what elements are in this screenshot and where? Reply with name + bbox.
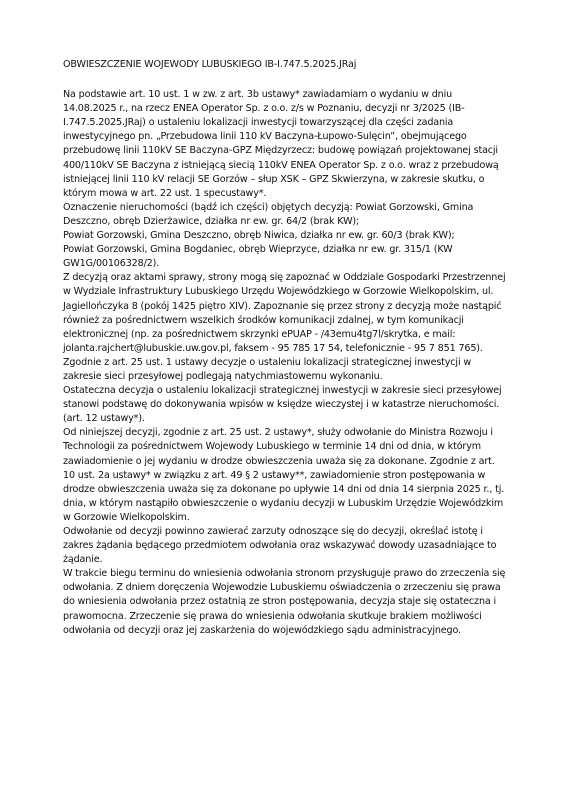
document-page	[63, 58, 507, 638]
paragraph-appeal: Od niniejszej decyzji, zgodnie z art. 25 ust. 2 ustawy*, służy odwołanie do Ministra Rozwoju i Technologii za pośrednictwem Wojewody Lubuskiego w terminie 14 dni od dnia, w którym zawiadomienie o jej wydaniu w drodze obwieszczenia uważa się za dokonane. Zgodnie z art. 10 ust. 2a ustawy* w związku z art. 49 § 2 ustawy**, zawiadomienie stron postępowania w drodze obwieszczenia uważa się za dokonane po upływie 14 dni od dnia 14 sierpnia 2025 r., tj. dnia, w którym nastąpiło obwieszczenie o wydaniu decyzji w Lubuskim Urzędzie Wojewódzkim w Gorzowie Wielkopolskim.	[63, 427, 505, 523]
paragraph-appeal-contents: Odwołanie od decyzji powinno zawierać zarzuty odnoszące się do decyzji, określać istotę i zakres żądania będącego przedmiotem odwołania oraz wskazywać dowody uzasadniające to żądanie.	[63, 526, 497, 566]
paragraph-property-dzierzawice: Oznaczenie nieruchomości (bądź ich części) objętych decyzją: Powiat Gorzowski, Gmina Deszczno, obręb Dzierżawice, działka nr ew. gr. 64/2 (brak KW);	[63, 201, 474, 227]
paragraph-property-niwica: Powiat Gorzowski, Gmina Deszczno, obręb Niwica, działka nr ew. gr. 60/3 (brak KW);	[63, 230, 455, 242]
paragraph-immediate-execution: Zgodnie z art. 25 ust. 1 ustawy decyzje o ustaleniu lokalizacji strategicznej inwestycji w zakresie sieci przesyłowej podlegają natychmiastowemu wykonaniu.	[63, 356, 472, 382]
paragraph-access-files: Z decyzją oraz aktami sprawy, strony mogą się zapoznać w Oddziale Gospodarki Przestrzennej w Wydziale Infrastruktury Lubuskiego Urzędu Wojewódzkiego w Gorzowie Wielkopolskim, ul. Jagiellończyka 8 (pokój 1425 piętro XIV). Zapoznanie się przez strony z decyzją może nastąpić również za pośrednictwem wszelkich środków komunikacji zdalnej, w tym komunikacji elektronicznej (np. za pośrednictwem skrzynki ePUAP - /43emu4tg7l/skrytka, e mail: jolanta.rajchert@lubuskie.uw.gov.pl, faksem - 95 785 17 54, telefonicznie - 95 7 851 765).	[63, 272, 506, 354]
paragraph-legal-basis: Na podstawie art. 10 ust. 1 w zw. z art. 3b ustawy* zawiadamiam o wydaniu w dniu 14.08.2025 r., na rzecz ENEA Operator Sp. z o.o. z/s w Poznaniu, decyzji nr 3/2025 (IB-I.747.5.2025.JRaj) o ustaleniu lokalizacji inwestycji towarzyszącej dla części zadania inwestycyjnego pn. „Przebudowa linii 110 kV Baczyna-Łupowo-Sulęcin”, obejmującego przebudowę linii 110kV SE Baczyna-GPZ Międzyrzecz: budowę powiązań projektowanej stacji 400/110kV SE Baczyna z istniejącą siecią 110kV ENEA Operator Sp. z o.o. wraz z przebudową istniejącej linii 110 kV relacji SE Gorzów – słup XSK – GPZ Skwierzyna, w zakresie skutku, o którym mowa w art. 22 ust. 1 specustawy*.	[63, 89, 499, 199]
paragraph-land-registry: Ostateczna decyzja o ustaleniu lokalizacji strategicznej inwestycji w zakresie sieci przesyłowej stanowi podstawę do dokonywania wpisów w księdze wieczystej i w katastrze nieruchomości. (art. 12 ustawy*).	[63, 385, 502, 425]
document-title: OBWIESZCZENIE WOJEWODY LUBUSKIEGO IB-I.747.5.2025.JRaj	[63, 59, 357, 70]
paragraph-property-wieprzyce: Powiat Gorzowski, Gmina Bogdaniec, obręb Wieprzyce, działka nr ew. gr. 315/1 (KW GW1G/00106328/2).	[63, 244, 453, 270]
paragraph-waiver: W trakcie biegu terminu do wniesienia odwołania stronom przysługuje prawo do zrzeczenia się odwołania. Z dniem doręczenia Wojewodzie Lubuskiemu oświadczenia o zrzeczeniu się prawa do wniesienia odwołania przez ostatnią ze stron postępowania, decyzja staje się ostateczna i prawomocna. Zrzeczenie się prawa do wniesienia odwołania skutkuje brakiem możliwości odwołania od decyzji oraz jej zaskarżenia do wojewódzkiego sądu administracyjnego.	[63, 568, 506, 636]
